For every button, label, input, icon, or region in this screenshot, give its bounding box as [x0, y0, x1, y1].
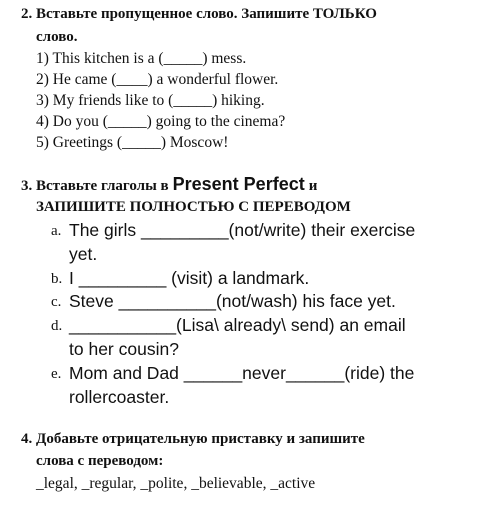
section3-item-a-line1: The girls _________(not/write) their exercise: [69, 220, 416, 240]
section3-item-a-label: a.: [51, 223, 62, 239]
section3-header-line1: [21, 174, 317, 195]
section3-item-e-label: e.: [51, 366, 62, 382]
section3-header-prefix: 3. Вставьте глаголы в: [21, 178, 169, 194]
section3-item-d-line1: ___________(Lisa\ already\ send) an email: [69, 315, 406, 335]
section2-header-line1: 2. Вставьте пропущенное слово. Запишите ТОЛЬКО: [21, 6, 377, 22]
section3-item-d-label: d.: [51, 318, 63, 334]
section3-item-d-line2: to her cousin?: [69, 339, 179, 359]
section3-item-b-line1: I _________ (visit) a landmark.: [69, 268, 310, 288]
section2-item-5: 5) Greetings (_____) Moscow!: [36, 134, 229, 151]
section3-header-present-perfect: Present Perfect: [172, 174, 305, 194]
section2-item-1: 1) This kitchen is a (_____) mess.: [36, 50, 247, 67]
section2-item-3: 3) My friends like to (_____) hiking.: [36, 92, 265, 109]
section3-header-suffix: и: [308, 178, 318, 194]
section2-header-line2: слово.: [36, 29, 78, 45]
section3-item-c-line1: Steve __________(not/wash) his face yet.: [69, 291, 396, 311]
section2-item-2: 2) He came (____) a wonderful flower.: [36, 71, 279, 88]
section4-header-line1: 4. Добавьте отрицательную приставку и запишите: [21, 431, 365, 447]
section3-item-e-line1: Mom and Dad ______never______(ride) the: [69, 363, 415, 383]
section3-item-c-label: c.: [51, 294, 62, 310]
section3-item-e-line2: rollercoaster.: [69, 387, 170, 407]
section3-item-b-label: b.: [51, 271, 63, 287]
section3-item-a-line2: yet.: [69, 244, 98, 264]
section3-header-line2: ЗАПИШИТЕ ПОЛНОСТЬЮ С ПЕРЕВОДОМ: [36, 199, 351, 215]
section4-header-line2: слова с переводом:: [36, 453, 164, 469]
section4-words: _legal, _regular, _polite, _believable, _active: [36, 475, 316, 492]
section2-item-4: 4) Do you (_____) going to the cinema?: [36, 113, 286, 130]
